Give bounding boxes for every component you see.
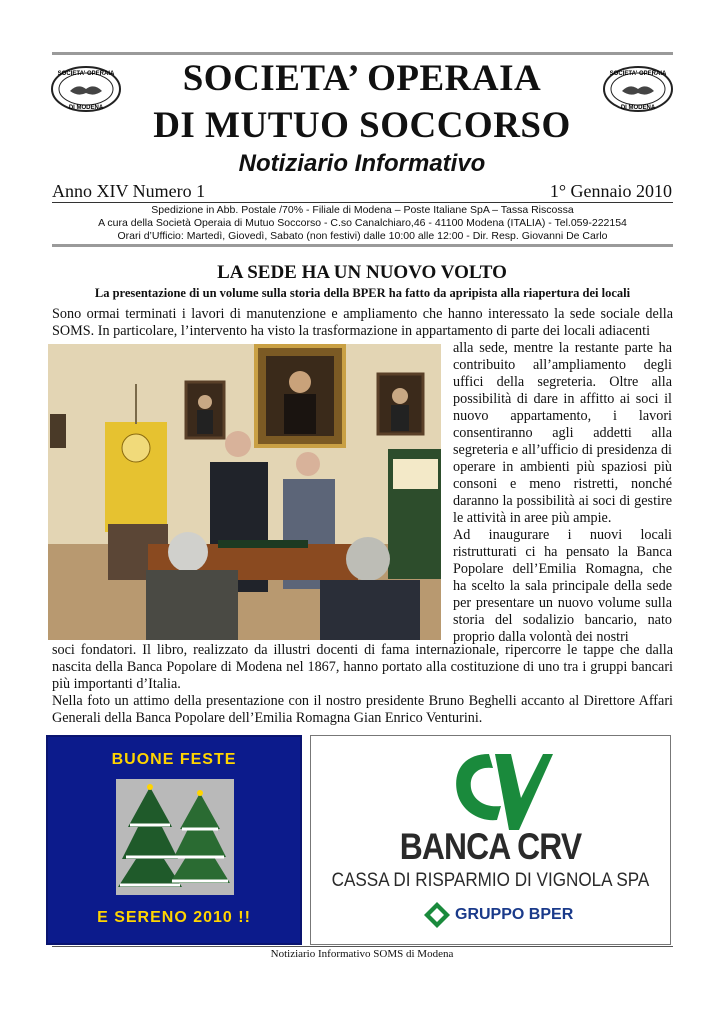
footer-rule bbox=[52, 946, 673, 947]
issue-number: Anno XIV Numero 1 bbox=[52, 181, 206, 201]
footer-text: Notiziario Informativo SOMS di Modena bbox=[270, 948, 454, 960]
bank-ad bbox=[310, 735, 671, 945]
svg-text:DI MODENA: DI MODENA bbox=[620, 105, 656, 111]
bank-group-label: GRUPPO BPER bbox=[455, 906, 574, 923]
article-side-paragraph-1: alla sede, mentre la restante parte ha contribuito all’ampliamento degli uffici della segreteria. Oltre alla possibilità di dare in affitto ai soci il nuovo appartamento, i lavori consentiranno agli addetti alla segreteria e all’ufficio di presidenza di operare in ambienti più spaziosi più consoni e meno ristretti, nonché daranno la possibilità ai soci di gestire le attività in aree più ampie. bbox=[453, 340, 672, 526]
svg-text:DI MODENA: DI MODENA bbox=[68, 105, 104, 111]
bank-name: BANCA CRV bbox=[399, 826, 582, 867]
office-hours: Orari d’Ufficio: Martedì, Giovedì, Sabato (non festivi) dalle 10:00 alle 12:00 - Dir. Resp. Giovanni De Carlo bbox=[117, 230, 608, 242]
masthead-subtitle: Notiziario Informativo bbox=[238, 150, 486, 177]
banca-crv-logo-icon bbox=[449, 748, 553, 832]
bank-group bbox=[423, 900, 573, 930]
greeting-top-text: BUONE FESTE bbox=[111, 751, 237, 768]
article-headline: LA SEDE HA UN NUOVO VOLTO bbox=[217, 262, 507, 283]
greeting-bottom-text: E SERENO 2010 !! bbox=[97, 909, 251, 926]
svg-text:SOCIETA' OPERAIA: SOCIETA' OPERAIA bbox=[609, 71, 667, 77]
article-intro: Sono ormai terminati i lavori di manutenzione e ampliamento che hanno interessato la sede sociale della SOMS. In particolare, l’intervento ha visto la trasformazione in appartamento di parte dei locali adiacenti bbox=[52, 306, 673, 339]
photo-caption: Nella foto un attimo della presentazione con il nostro presidente Bruno Beghelli accanto al Direttore Affari Generali della Banca Popolare dell’Emilia Romagna Gian Enrico Venturini. bbox=[52, 693, 673, 726]
info-rule-bottom bbox=[52, 244, 673, 247]
info-rule-top bbox=[52, 202, 673, 203]
article-side-text bbox=[453, 340, 672, 646]
issue-date: 1° Gennaio 2010 bbox=[549, 181, 672, 201]
article-subheadline: La presentazione di un volume sulla storia della BPER ha fatto da apripista alla riapertura dei locali bbox=[94, 286, 631, 300]
article-continuation: soci fondatori. Il libro, realizzato da illustri docenti di fama internazionale, ripercorre le tappe che dalla nascita della Banca Popolare di Modena nel 1867, hanno portato alla costituzione di uno tra i gruppi bancari più importanti d’Italia. bbox=[52, 642, 673, 692]
contact-info: A cura della Società Operaia di Mutuo Soccorso - C.so Canalchiaro,46 - 41100 Modena (ITALIA) - Tel.059-222154 bbox=[98, 217, 627, 229]
bper-logo-icon bbox=[423, 901, 451, 929]
bank-tagline: CASSA DI RISPARMIO DI VIGNOLA SPA bbox=[331, 870, 650, 891]
masthead-title-line2: DI MUTUO SOCCORSO bbox=[153, 105, 571, 146]
masthead-title-line1: SOCIETA’ OPERAIA bbox=[182, 58, 542, 99]
top-rule bbox=[52, 52, 673, 55]
shipping-info: Spedizione in Abb. Postale /70% - Filiale di Modena – Poste Italiane SpA – Tassa Riscossa bbox=[151, 204, 574, 216]
article-side-paragraph-2: Ad inaugurare i nuovi locali ristrutturati ci ha pensato la Banca Popolare dell’Emilia Romagna, che ha scelto la sala principale della sede per presentare un nuovo volume sulla storia del sodalizio bancario, nato proprio dalla volontà dei nostri bbox=[453, 527, 672, 645]
svg-text:SOCIETA' OPERAIA: SOCIETA' OPERAIA bbox=[57, 71, 115, 77]
greeting-ad bbox=[46, 735, 302, 945]
christmas-trees-image bbox=[116, 779, 234, 895]
presentation-photo bbox=[48, 344, 441, 640]
